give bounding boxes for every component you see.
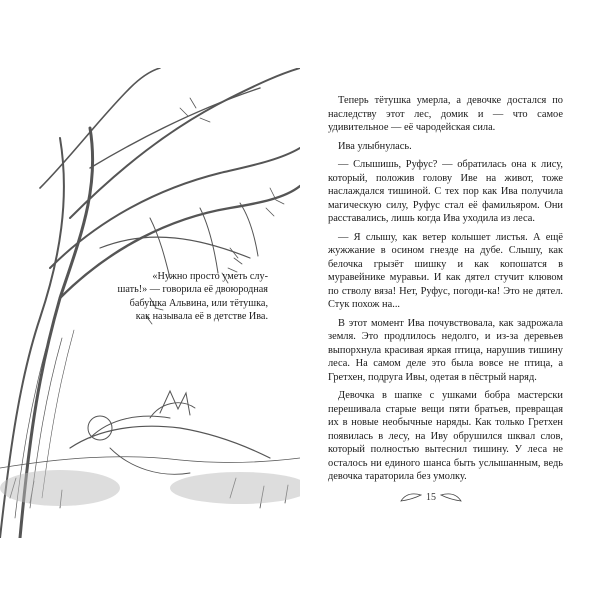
paragraph: — Я слышу, как ветер колышет листья. А ещё жужжание в осином гнезде на дубе. Слышу, как белочка грызёт шишку и как копошатся в муравейнике муравьи. И как дятел стучит клювом по стволу вяза! Нет, Руфус, погоди-ка! Это не дятел. Стук похож на...: [328, 231, 563, 310]
page-folio: [400, 490, 480, 504]
right-leaf-icon: [440, 492, 462, 502]
body-text: [328, 94, 563, 489]
caption-line: как называла её в детстве Ива.: [135, 311, 268, 323]
left-leaf-icon: [400, 492, 422, 502]
paragraph: Девочка в шапке с ушками бобра мастерски перешивала старые вещи пяти братьев, превращая их в новые необычные наряды. Как только Гретхен появилась в лесу, на Иву обрушился шквал слов, который полностью вытеснил тишину. У леса не осталось ни единого шанса быть услышанным, ведь девочка тараторила без умолку.: [328, 390, 563, 482]
paragraph: В этот момент Ива почувствовала, как задрожала земля. Это продлилось недолго, и из-за деревьев выпорхнула красивая яркая птица, нарушив тишину леса. На самом деле это была вовсе не птица, а Гретхен, подруга Ивы, одетая в пёстрый наряд.: [328, 317, 563, 383]
caption-line: шать!» — говорила её двоюродная: [117, 284, 268, 296]
caption-line: бабушка Альвина, или тётушка,: [129, 297, 268, 309]
paragraph: — Слышишь, Руфус? — обратилась она к лису, который, положив голову Иве на живот, тоже наслаждался тишиной. С тех пор как Ива получила магическую силу, Руфус стал её фамильяром. Они расставались, лишь когда Ива уходила из леса.: [328, 159, 563, 224]
caption-line: «Нужно просто уметь слу-: [152, 271, 268, 282]
paragraph: Теперь тётушка умерла, а девочке достался по наследству этот лес, домик и — что самое удивительное — её чародейская сила.: [328, 95, 563, 133]
illustration-caption: [108, 270, 268, 324]
paragraph: Ива улыбнулась.: [338, 140, 412, 152]
page-number: 15: [426, 491, 436, 503]
